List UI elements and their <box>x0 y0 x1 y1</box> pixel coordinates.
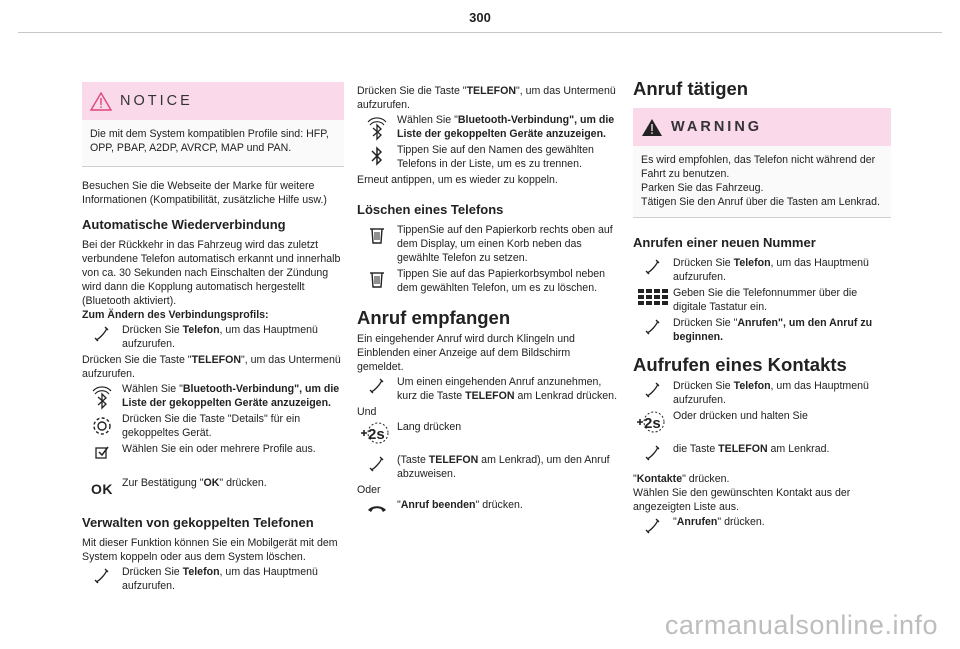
heading-receive-call: Anruf empfangen <box>357 307 511 328</box>
step-row <box>357 223 619 265</box>
long-press-2s-icon <box>636 411 670 433</box>
bluetooth-connection-icon <box>89 384 115 410</box>
step-row <box>82 565 344 593</box>
step-text: TippenSie auf den Papierkorb rechts oben auf dem Display, um einen Korb neben das gewählte Telefon zu setzen. <box>397 224 613 264</box>
trash-icon <box>368 225 386 245</box>
notice-header <box>82 82 344 120</box>
reconnect-text: Erneut antippen, um es wieder zu koppeln. <box>357 174 558 186</box>
column-1 <box>82 82 344 595</box>
step-text: Drücken Sie Telefon, um das Hauptmenü aufzurufen. <box>122 324 318 350</box>
settings-gear-icon <box>90 414 114 438</box>
step-row <box>357 498 619 516</box>
step-text: Drücken Sie die Taste "Details" für ein gekoppeltes Gerät. <box>122 413 301 439</box>
step-row <box>82 323 344 351</box>
step-text: Wählen Sie ein oder mehrere Profile aus. <box>122 443 316 455</box>
heading-call-contact: Aufrufen eines Kontakts <box>633 354 847 375</box>
step-text: Drücken Sie "Anrufen", um den Anruf zu beginnen. <box>673 317 873 343</box>
phone-handset-icon <box>644 444 662 462</box>
step-text: Drücken Sie Telefon, um das Hauptmenü aufzurufen. <box>673 380 869 406</box>
ok-icon: OK <box>91 481 113 497</box>
phone-handset-icon <box>644 517 662 535</box>
telefon-text: Drücken Sie die Taste "TELEFON", um das Untermenü aufzurufen. <box>82 354 341 380</box>
step-text: Oder drücken und halten Sie <box>673 410 808 422</box>
step-row <box>633 286 891 314</box>
heading-delete-phone: Löschen eines Telefons <box>357 202 504 217</box>
warning-line: Parken Sie das Fahrzeug. <box>641 182 764 194</box>
notice-title: NOTICE <box>120 93 193 109</box>
step-text: "Anrufen" drücken. <box>673 516 765 528</box>
long-press-2s-icon <box>360 422 394 444</box>
step-row <box>82 442 344 460</box>
column-2 <box>357 84 619 518</box>
warning-line: Es wird empfohlen, das Telefon nicht während der Fahrt zu benutzen. <box>641 154 876 180</box>
step-text: Zur Bestätigung "OK" drücken. <box>122 477 267 489</box>
step-row <box>633 256 891 284</box>
column-3 <box>633 78 891 537</box>
warning-box <box>633 108 891 218</box>
telefon-text: Drücken Sie die Taste "TELEFON", um das Untermenü aufzurufen. <box>357 85 616 111</box>
step-text: die Taste TELEFON am Lenkrad. <box>673 443 830 455</box>
step-row <box>357 453 619 481</box>
warning-title: WARNING <box>671 119 763 135</box>
svg-text:2s: 2s <box>368 426 385 443</box>
keypad-icon <box>638 288 668 306</box>
step-row <box>82 382 344 410</box>
hang-up-icon <box>366 500 388 516</box>
phone-handset-icon <box>93 325 111 343</box>
warning-triangle-icon <box>90 92 112 111</box>
step-text: Drücken Sie Telefon, um das Hauptmenü aufzurufen. <box>673 257 869 283</box>
phone-handset-icon <box>368 455 386 473</box>
profiles-label: Zum Ändern des Verbindungsprofils: <box>82 309 269 321</box>
step-text: Geben Sie die Telefonnummer über die digitale Tastatur ein. <box>673 287 858 313</box>
step-row <box>82 412 344 440</box>
step-text: Drücken Sie Telefon, um das Hauptmenü aufzurufen. <box>122 566 318 592</box>
phone-handset-icon <box>644 381 662 399</box>
phone-handset-icon <box>644 318 662 336</box>
contacts-text: "Kontakte" drücken. <box>633 473 730 485</box>
step-row <box>82 476 344 496</box>
step-text: Tippen Sie auf den Namen des gewählten Telefons in der Liste, um es zu trennen. <box>397 144 594 170</box>
step-text: Lang drücken <box>397 421 462 433</box>
receive-text: Ein eingehender Anruf wird durch Klingeln und Einblenden einer Anzeige auf dem Bildschirm gemeldet. <box>357 333 575 373</box>
heading-manage-phones: Verwalten von gekoppelten Telefonen <box>82 515 314 530</box>
step-text: Wählen Sie "Bluetooth-Verbindung", um die Liste der gekoppelten Geräte anzuzeigen. <box>122 383 340 409</box>
notice-text: Die mit dem System kompatiblen Profile sind: HFP, OPP, PBAP, A2DP, AVRCP, MAP und PAN. <box>90 128 329 154</box>
phone-handset-icon <box>93 567 111 585</box>
warning-header <box>633 108 891 146</box>
warning-body <box>633 146 891 218</box>
step-row <box>357 143 619 171</box>
oder-label: Oder <box>357 484 381 496</box>
step-text: Wählen Sie "Bluetooth-Verbindung", um die Liste der gekoppelten Geräte anzuzeigen. <box>397 114 615 140</box>
heading-make-call: Anruf tätigen <box>633 78 749 99</box>
page-number: 300 <box>469 10 491 25</box>
step-row <box>633 515 891 535</box>
step-row <box>357 267 619 295</box>
manage-text: Mit dieser Funktion können Sie ein Mobilgerät mit dem System koppeln oder aus dem System löschen. <box>82 537 338 563</box>
und-label: Und <box>357 406 377 418</box>
warning-triangle-icon <box>641 118 663 137</box>
bluetooth-icon <box>369 145 385 167</box>
warning-line: Tätigen Sie den Anruf über die Tasten am Lenkrad. <box>641 196 880 208</box>
notice-box <box>82 82 344 167</box>
bluetooth-connection-icon <box>364 115 390 141</box>
step-text: "Anruf beenden" drücken. <box>397 499 523 511</box>
heading-new-number: Anrufen einer neuen Nummer <box>633 235 816 250</box>
phone-handset-icon <box>644 258 662 276</box>
step-row <box>357 420 619 444</box>
step-text: (Taste TELEFON am Lenkrad), um den Anruf abzuweisen. <box>397 454 610 480</box>
step-text: Tippen Sie auf das Papierkorbsymbol neben dem gewählten Telefon, um es zu löschen. <box>397 268 606 294</box>
trash-icon <box>368 269 386 289</box>
step-row <box>633 442 891 462</box>
choose-contact-text: Wählen Sie den gewünschten Kontakt aus der angezeigten Liste aus. <box>633 487 851 513</box>
step-row <box>357 375 619 403</box>
visit-text: Besuchen Sie die Webseite der Marke für weitere Informationen (Kompatibilität, zusätzliche Hilfe usw.) <box>82 180 327 206</box>
step-row <box>357 113 619 141</box>
step-text: Um einen eingehenden Anruf anzunehmen, kurz die Taste TELEFON am Lenkrad drücken. <box>397 376 618 402</box>
auto-text: Bei der Rückkehr in das Fahrzeug wird das zuletzt verbundene Telefon automatisch erkannt und innerhalb von ca. 30 Sekunden nach Einschalten der Zündung wird dann die Kopplung automatisch hergestellt (Bluetooth aktiviert). <box>82 239 341 307</box>
heading-auto-reconnect: Automatische Wiederverbindung <box>82 217 286 232</box>
phone-handset-icon <box>368 377 386 395</box>
watermark: carmanualsonline.info <box>664 610 938 640</box>
notice-body <box>82 120 344 167</box>
svg-text:2s: 2s <box>644 415 661 432</box>
step-row <box>633 316 891 344</box>
top-divider <box>18 32 942 33</box>
step-row <box>633 379 891 407</box>
step-row <box>633 409 891 433</box>
checkbox-icon <box>94 444 110 460</box>
